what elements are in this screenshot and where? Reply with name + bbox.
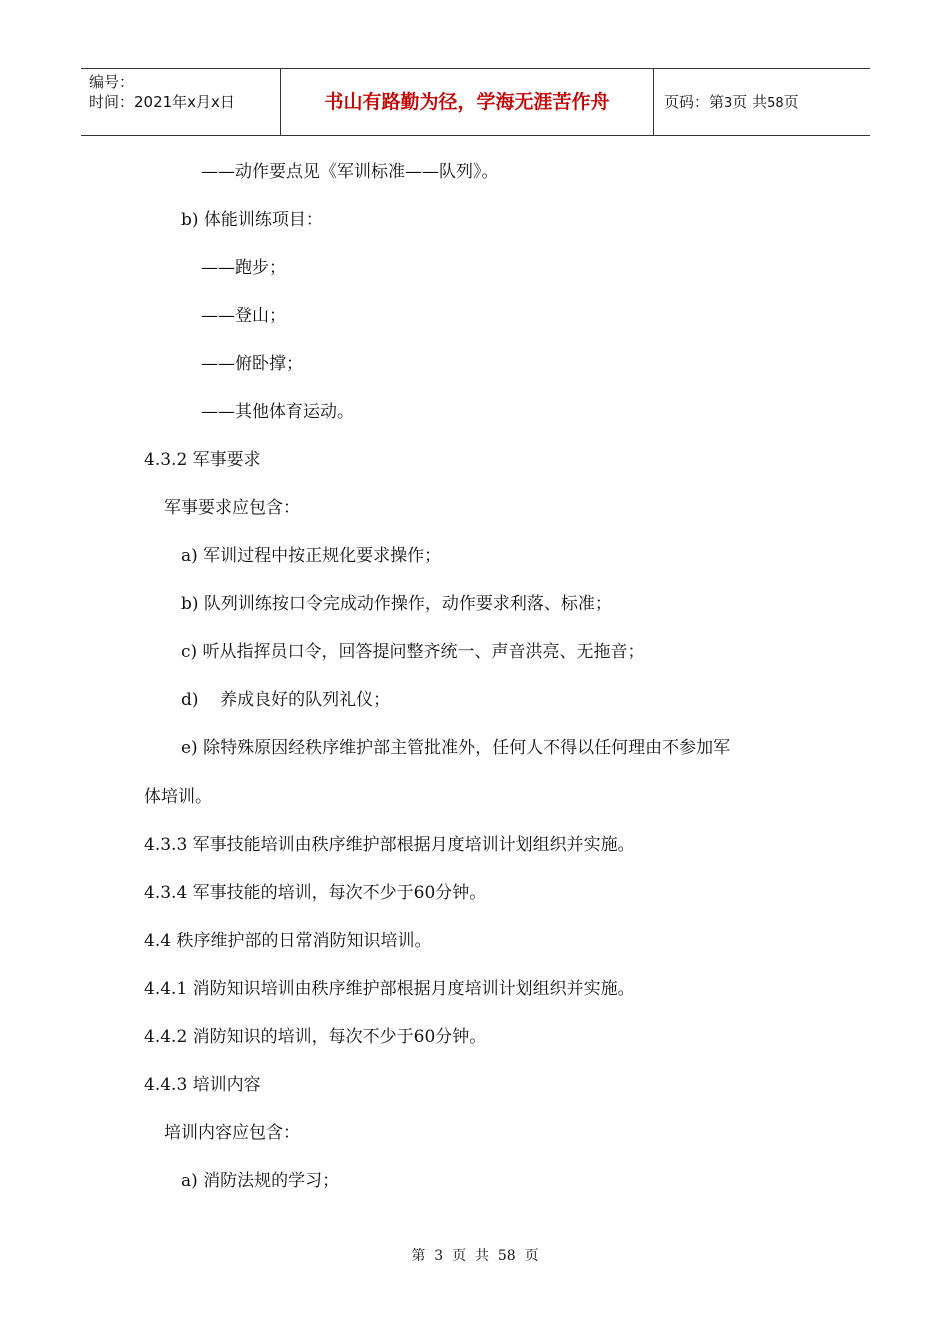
body-line: ——其他体育运动。 xyxy=(201,402,354,422)
body-line: ——跑步； xyxy=(201,258,286,278)
section-heading: 4.4.2 消防知识的培训，每次不少于60分钟。 xyxy=(144,1027,487,1047)
page-footer: 第 3 页 共 58 页 xyxy=(411,1248,539,1264)
body-line: a) 军训过程中按正规化要求操作； xyxy=(181,546,442,566)
page-prefix: 页码：第 xyxy=(664,93,725,111)
page-middle: 页 共 xyxy=(732,93,768,111)
body-line: b) 体能训练项目： xyxy=(181,210,323,230)
section-heading: 4.3.3 军事技能培训由秩序维护部根据月度培训计划组织并实施。 xyxy=(144,835,635,855)
body-line: e) 除特殊原因经秩序维护部主管批准外，任何人不得以任何理由不参加军 xyxy=(181,738,731,758)
body-line: 培训内容应包含： xyxy=(164,1123,300,1143)
body-line: b) 队列训练按口令完成动作操作，动作要求利落、标准； xyxy=(181,594,612,614)
header-motto: 书山有路勤为径，学海无涯苦作舟 xyxy=(281,69,654,135)
section-heading: 4.4 秩序维护部的日常消防知识培训。 xyxy=(144,931,432,951)
header-meta-cell xyxy=(81,69,281,135)
body-line: ——登山； xyxy=(201,306,286,326)
section-heading: 4.3.4 军事技能的培训，每次不少于60分钟。 xyxy=(144,883,487,903)
body-line: d) 养成良好的队列礼仪； xyxy=(181,690,391,710)
section-heading: 4.4.3 培训内容 xyxy=(144,1075,261,1095)
body-line: ——俯卧撑； xyxy=(201,354,303,374)
serial-number-label: 编号： xyxy=(89,73,135,91)
page-suffix: 页 xyxy=(783,93,799,111)
page-total: 58 xyxy=(767,96,784,111)
body-line: c) 听从指挥员口令，回答提问整齐统一、声音洪亮、无拖音； xyxy=(181,642,645,662)
body-line: 军事要求应包含： xyxy=(164,498,300,518)
body-line: 体培训。 xyxy=(144,787,212,807)
page-header xyxy=(81,68,870,136)
page-current: 3 xyxy=(724,96,733,111)
time-label: 时间：2021年x月x日 xyxy=(89,93,235,111)
body-line: a) 消防法规的学习； xyxy=(181,1171,340,1191)
section-heading: 4.3.2 军事要求 xyxy=(144,450,261,470)
body-line: ——动作要点见《军训标准——队列》。 xyxy=(201,162,499,182)
header-page-info xyxy=(654,69,870,135)
section-heading: 4.4.1 消防知识培训由秩序维护部根据月度培训计划组织并实施。 xyxy=(144,979,635,999)
